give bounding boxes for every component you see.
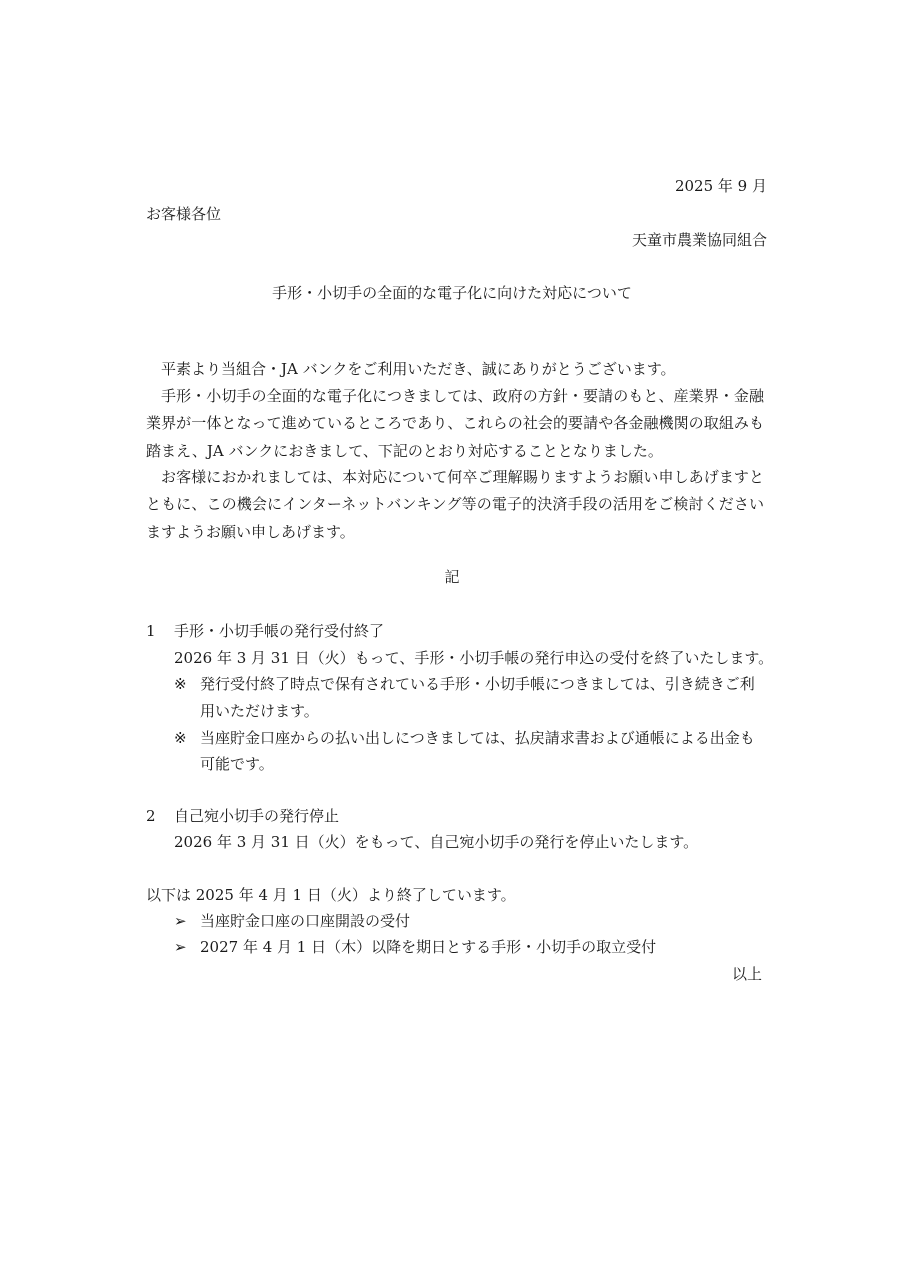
section-1-body: 2026 年 3 月 31 日（火）もって、手形・小切手帳の発行申込の受付を終了いたします。 xyxy=(174,649,774,667)
ended-item-1-text: 当座貯金口座の口座開設の受付 xyxy=(200,912,411,930)
section-2-title: 自己宛小切手の発行停止 xyxy=(174,807,340,825)
document-date: 2025 年 9 月 xyxy=(674,177,767,195)
sender-organization: 天童市農業協同組合 xyxy=(631,231,767,249)
ended-item-2-text: 2027 年 4 月 1 日（木）以降を期日とする手形・小切手の取立受付 xyxy=(200,938,657,956)
document-title: 手形・小切手の全面的な電子化に向けた対応について xyxy=(272,284,632,302)
ki-heading: 記 xyxy=(444,568,460,586)
arrow-bullet-icon: ➢ xyxy=(174,938,187,956)
ended-lead: 以下は 2025 年 4 月 1 日（火）より終了しています。 xyxy=(146,886,516,904)
section-2-heading xyxy=(146,805,339,826)
section-1-heading xyxy=(146,620,384,641)
section-1-note-1 xyxy=(174,673,755,694)
intro-paragraph-1: 平素より当組合・JA バンクをご利用いただき、誠にありがとうございます。 xyxy=(161,360,676,378)
note-1-text-line-2: 用いただけます。 xyxy=(200,702,319,720)
note-2-text-line-1: 当座貯金口座からの払い出しにつきましては、払戻請求書および通帳による出金も xyxy=(200,729,755,747)
ended-item-1 xyxy=(174,910,410,931)
note-mark: ※ xyxy=(174,729,187,747)
note-2-text-line-2: 可能です。 xyxy=(200,755,274,773)
addressee: お客様各位 xyxy=(146,205,222,223)
closing-ijo: 以上 xyxy=(731,965,762,983)
ended-item-2 xyxy=(174,936,656,957)
arrow-bullet-icon: ➢ xyxy=(174,912,187,930)
note-1-text-line-1: 発行受付終了時点で保有されている手形・小切手帳につきましては、引き続きご利 xyxy=(200,675,755,693)
section-2-number: 2 xyxy=(146,807,156,825)
note-mark: ※ xyxy=(174,675,187,693)
section-1-note-2 xyxy=(174,727,755,748)
section-1-number: 1 xyxy=(146,622,156,640)
section-1-title: 手形・小切手帳の発行受付終了 xyxy=(174,622,385,640)
section-2-body: 2026 年 3 月 31 日（火）をもって、自己宛小切手の発行を停止いたします。 xyxy=(174,833,699,851)
intro-paragraph-3: お客様におかれましては、本対応について何卒ご理解賜りますようお願い申しあげますとともに、この機会にインターネットバンキング等の電子的決済手段の活用をご検討くださいますようお願い申しあげます。 xyxy=(146,468,764,541)
intro-paragraph-2: 手形・小切手の全面的な電子化につきましては、政府の方針・要請のもと、産業界・金融業界が一体となって進めているところであり、これらの社会的要請や各金融機関の取組みも踏まえ、JA バンクにおきまして、下記のとおり対応することとなりました。 xyxy=(146,387,764,460)
